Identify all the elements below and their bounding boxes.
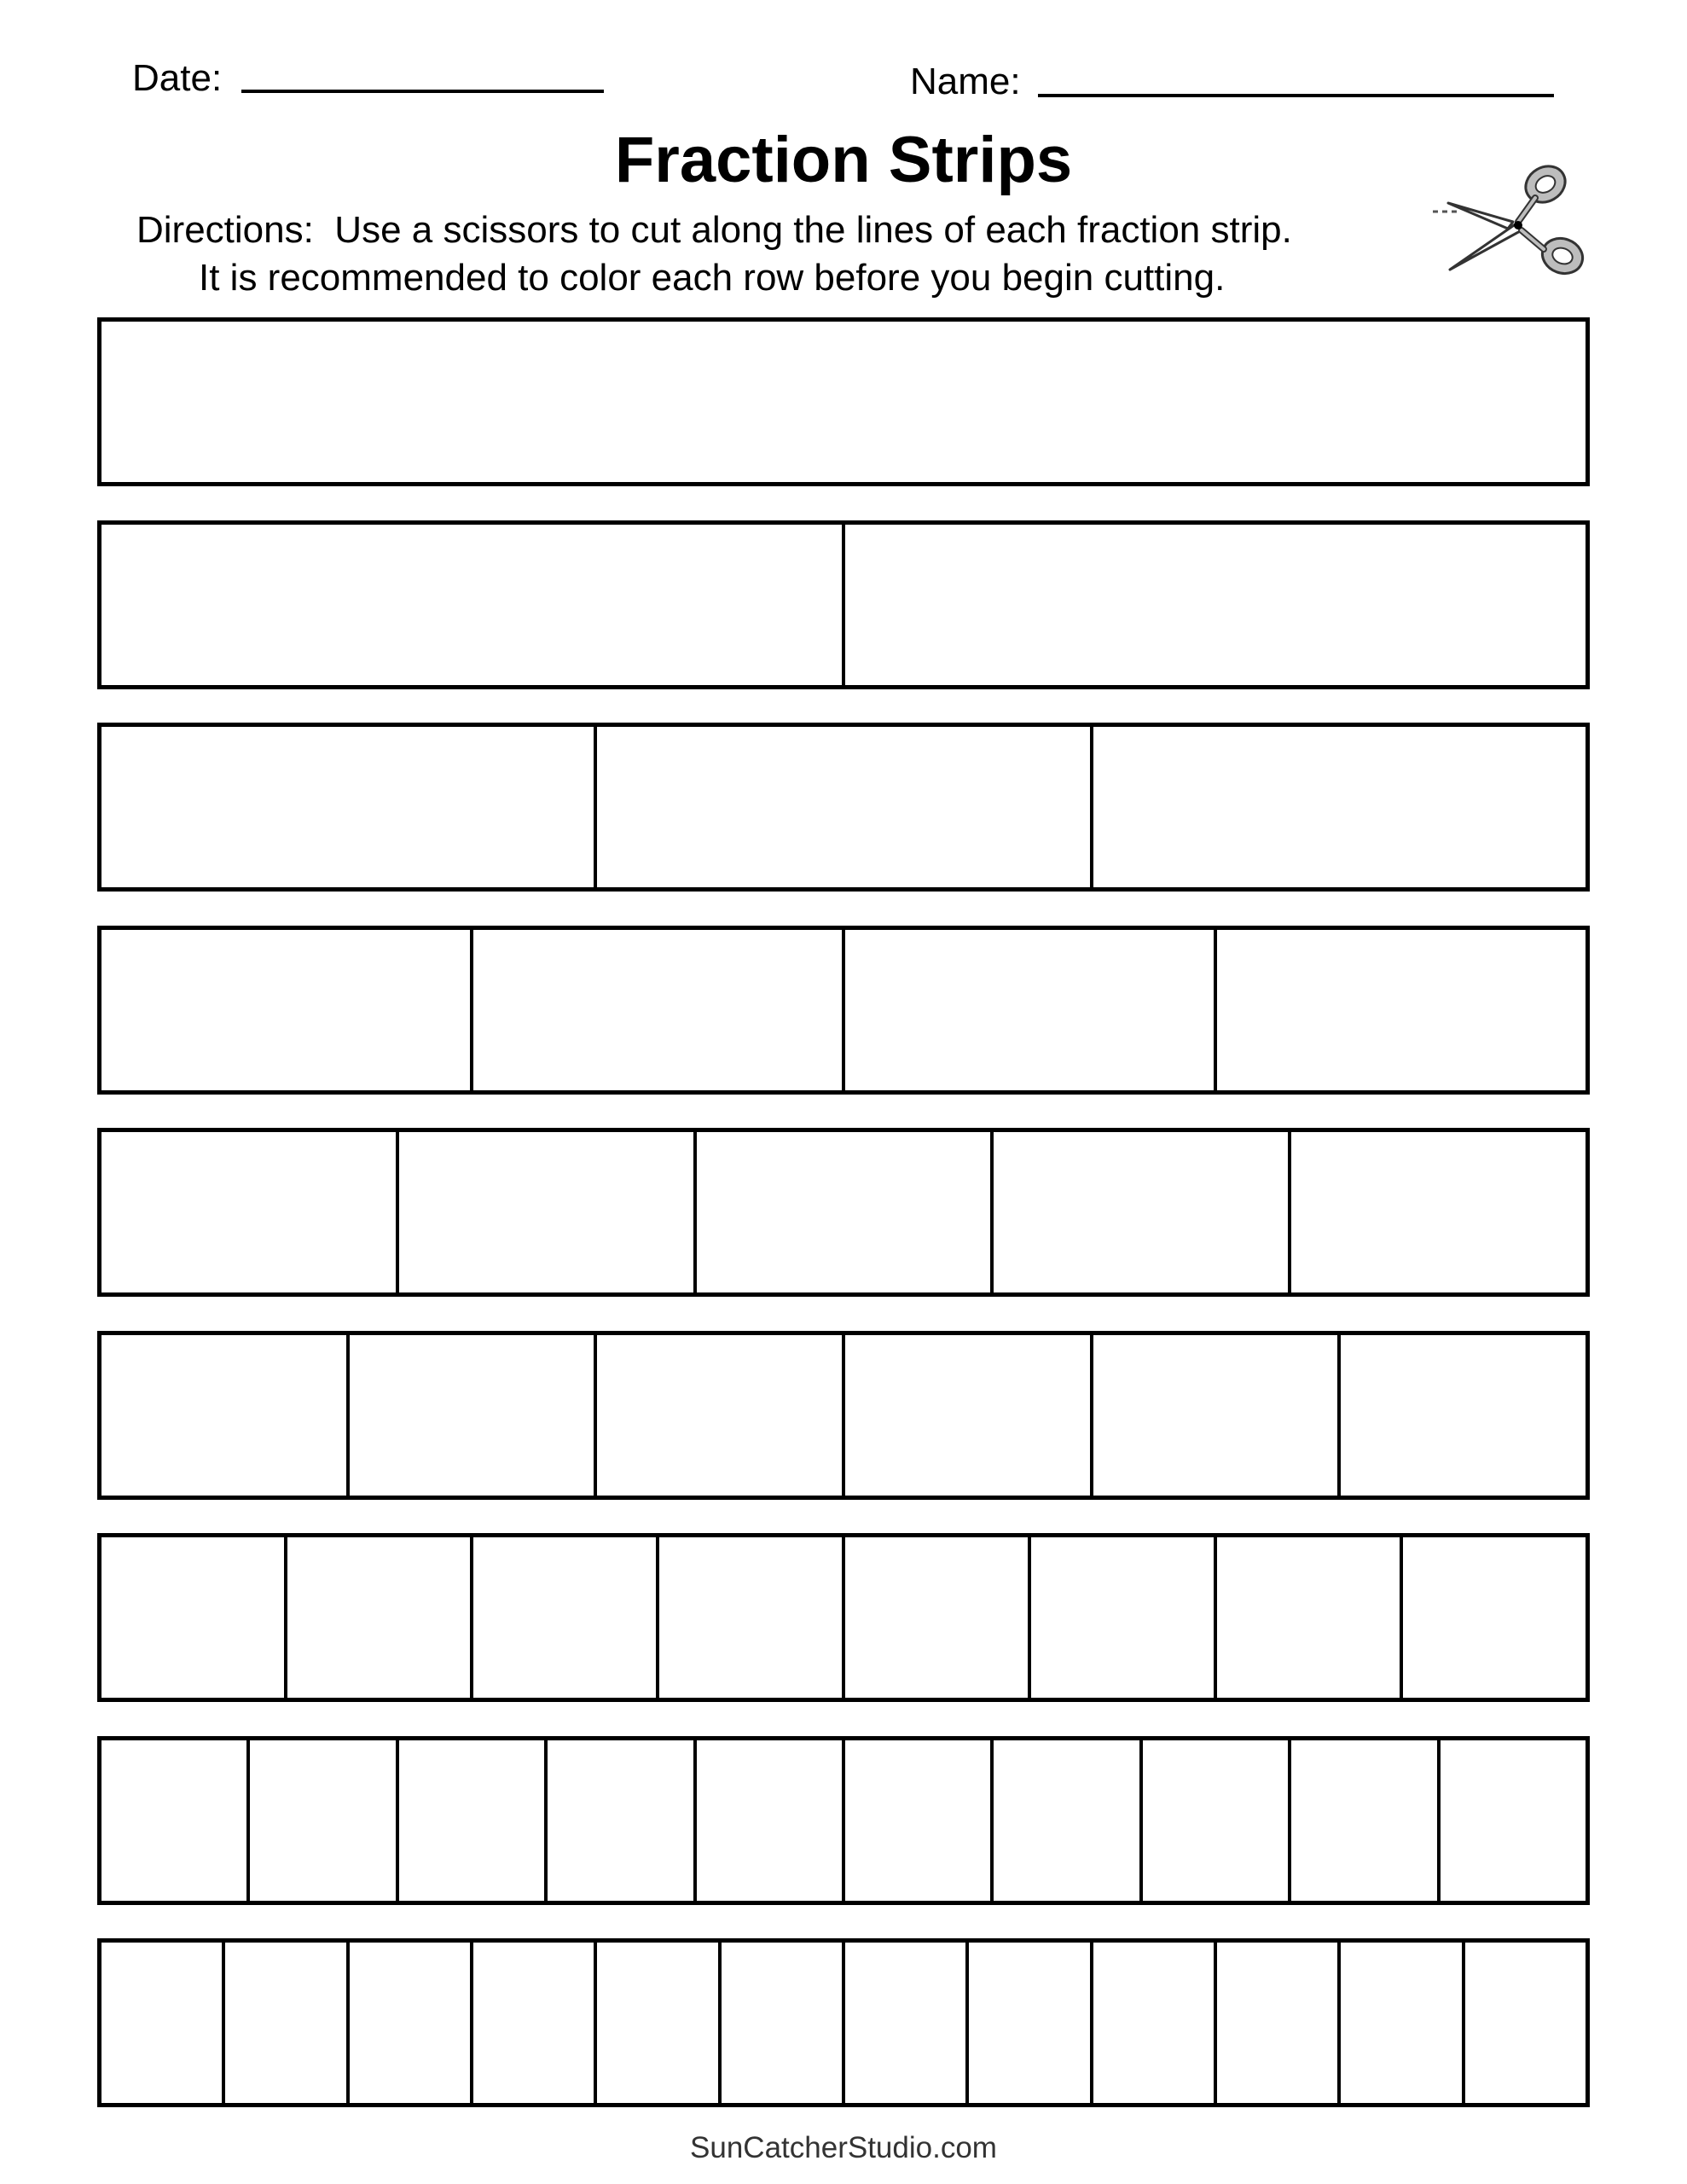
- strip-cell[interactable]: [990, 1740, 1139, 1901]
- strip-cell[interactable]: [1214, 930, 1586, 1090]
- strip-cell[interactable]: [1139, 1740, 1288, 1901]
- strip-cell[interactable]: [1462, 1943, 1586, 2103]
- strip-cell[interactable]: [1437, 1740, 1586, 1901]
- strip-cell[interactable]: [1214, 1537, 1400, 1698]
- strip-cell[interactable]: [656, 1537, 842, 1698]
- fraction-strip-fourths: [97, 926, 1590, 1095]
- strip-cell[interactable]: [1090, 1943, 1214, 2103]
- page-title: Fraction Strips: [614, 124, 1073, 196]
- strip-cell[interactable]: [1337, 1943, 1461, 2103]
- strip-cell[interactable]: [965, 1943, 1089, 2103]
- strip-cell[interactable]: [284, 1537, 470, 1698]
- strip-cell[interactable]: [101, 525, 842, 685]
- strip-cell[interactable]: [346, 1335, 594, 1496]
- directions: [136, 206, 1292, 302]
- strip-cell[interactable]: [101, 322, 1586, 482]
- strip-cell[interactable]: [594, 1943, 717, 2103]
- strip-cell[interactable]: [842, 525, 1586, 685]
- fraction-strip-thirds: [97, 723, 1590, 892]
- strip-cell[interactable]: [1214, 1943, 1337, 2103]
- strip-cell[interactable]: [718, 1943, 842, 2103]
- fraction-strip-sixths: [97, 1331, 1590, 1500]
- fraction-strip-tenths: [97, 1736, 1590, 1905]
- fraction-strip-whole: [97, 317, 1590, 486]
- strip-cell[interactable]: [246, 1740, 395, 1901]
- strip-cell[interactable]: [1090, 1335, 1338, 1496]
- scissors-icon: [1431, 160, 1586, 280]
- strip-cell[interactable]: [1028, 1537, 1214, 1698]
- strip-cell[interactable]: [101, 1943, 222, 2103]
- strip-cell[interactable]: [101, 930, 470, 1090]
- fraction-strip-fifths: [97, 1128, 1590, 1297]
- fraction-strip-twelfths: [97, 1938, 1590, 2107]
- strip-cell[interactable]: [594, 727, 1089, 887]
- strip-cell[interactable]: [842, 1335, 1090, 1496]
- footer-credit: SunCatcherStudio.com: [690, 2131, 997, 2164]
- date-field[interactable]: [241, 90, 604, 93]
- fraction-strip-halves: [97, 520, 1590, 689]
- strip-cell[interactable]: [346, 1943, 470, 2103]
- strip-cell[interactable]: [101, 1335, 346, 1496]
- strip-cell[interactable]: [842, 1943, 965, 2103]
- fraction-strip-eighths: [97, 1533, 1590, 1702]
- strip-cell[interactable]: [470, 1943, 594, 2103]
- strip-cell[interactable]: [544, 1740, 693, 1901]
- strip-cell[interactable]: [222, 1943, 345, 2103]
- strip-cell[interactable]: [101, 1132, 396, 1292]
- strip-cell[interactable]: [594, 1335, 842, 1496]
- strip-cell[interactable]: [842, 1537, 1028, 1698]
- strip-cell[interactable]: [842, 1740, 990, 1901]
- strip-cell[interactable]: [693, 1132, 991, 1292]
- directions-line-2: It is recommended to color each row before you begin cutting.: [199, 257, 1226, 299]
- strip-cell[interactable]: [1288, 1132, 1586, 1292]
- name-field[interactable]: [1038, 94, 1554, 97]
- strip-cell[interactable]: [101, 727, 594, 887]
- strip-cell[interactable]: [1288, 1740, 1436, 1901]
- strip-cell[interactable]: [693, 1740, 842, 1901]
- strip-cell[interactable]: [1337, 1335, 1586, 1496]
- strip-cell[interactable]: [396, 1740, 544, 1901]
- strip-cell[interactable]: [842, 930, 1214, 1090]
- strip-cell[interactable]: [101, 1740, 246, 1901]
- strip-cell[interactable]: [1090, 727, 1586, 887]
- strip-cell[interactable]: [396, 1132, 693, 1292]
- strip-cell[interactable]: [1400, 1537, 1586, 1698]
- date-label: Date:: [132, 57, 223, 99]
- strip-cell[interactable]: [990, 1132, 1288, 1292]
- name-label: Name:: [910, 61, 1021, 102]
- strip-cell[interactable]: [470, 930, 842, 1090]
- strip-cell[interactable]: [470, 1537, 656, 1698]
- directions-line-1: Directions: Use a scissors to cut along the lines of each fraction strip.: [136, 209, 1292, 251]
- strip-cell[interactable]: [101, 1537, 284, 1698]
